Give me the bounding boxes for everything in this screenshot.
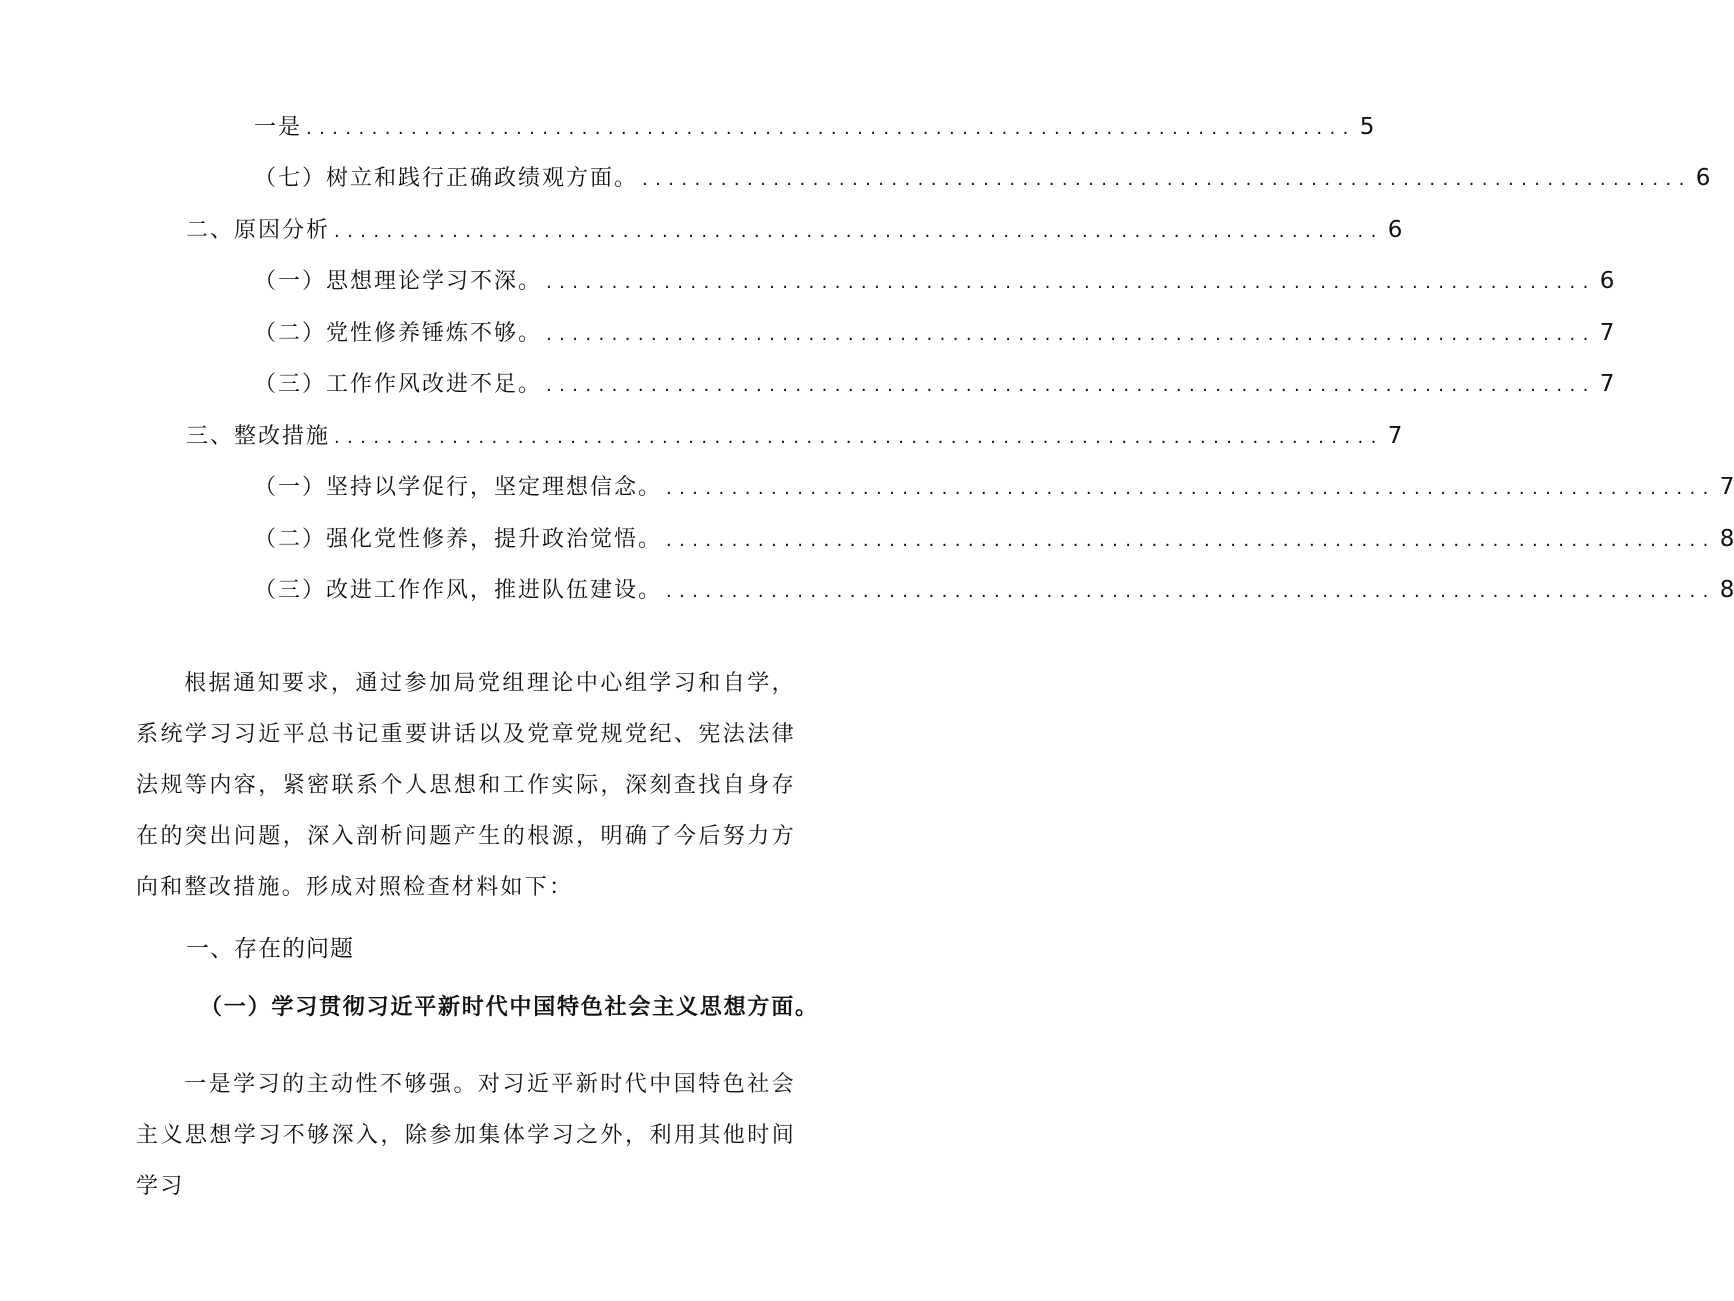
intro-paragraph [136,658,796,913]
toc-leader-dots: ................................................................................ [666,478,1716,499]
section-heading: 一、存在的问题 [186,936,354,962]
toc-leader-dots: ................................................................................ [334,427,1384,448]
toc-leader-dots: ................................................................................ [666,530,1716,551]
toc-page-number: 8 [1719,526,1734,552]
toc-entry[interactable] [254,107,1375,147]
toc-leader-dots: ................................................................................ [546,272,1596,293]
body-paragraph [136,1059,796,1212]
toc-leader-dots: ................................................................................ [546,324,1596,345]
toc-entry[interactable] [186,416,1403,456]
toc-leader-dots: ................................................................................ [666,581,1716,602]
toc-page-number: 7 [1599,320,1615,346]
toc-entry-title: 三、整改措施 [186,424,331,449]
toc-page-number: 6 [1387,217,1403,243]
toc-entry-title: 一是 [254,115,303,140]
toc-entry-title: （二）党性修养锤炼不够。 [254,321,543,346]
toc-leader-dots: ................................................................................ [334,221,1384,242]
toc-entry-title: （七）树立和践行正确政绩观方面。 [254,166,639,191]
subsection-heading: （一）学习贯彻习近平新时代中国特色社会主义思想方面。 [200,995,819,1020]
toc-entry[interactable] [254,467,1734,507]
toc-page-number: 7 [1387,423,1403,449]
toc-entry-title: （一）思想理论学习不深。 [254,269,543,294]
toc-entry[interactable] [186,210,1403,250]
toc-page-number: 8 [1719,577,1734,603]
toc-entry[interactable] [254,158,1711,198]
toc-entry-title: （一）坚持以学促行，坚定理想信念。 [254,475,663,500]
toc-entry-title: 二、原因分析 [186,218,331,243]
toc-entry-title: （二）强化党性修养，提升政治觉悟。 [254,527,663,552]
toc-entry[interactable] [254,261,1615,301]
toc-leader-dots: ................................................................................ [306,118,1356,139]
toc-leader-dots: ................................................................................ [642,169,1692,190]
toc-page-number: 7 [1599,371,1615,397]
toc-entry[interactable] [254,519,1734,559]
toc-page-number: 6 [1695,165,1711,191]
toc-page-number: 7 [1719,474,1734,500]
toc-leader-dots: ................................................................................ [546,375,1596,396]
body-paragraph-text: 一是学习的主动性不够强。对习近平新时代中国特色社会主义思想学习不够深入，除参加集体学习之外，利用其他时间学习 [136,1072,796,1199]
toc-page-number: 6 [1599,268,1615,294]
toc-page-number: 5 [1359,114,1375,140]
intro-paragraph-text: 根据通知要求，通过参加局党组理论中心组学习和自学，系统学习习近平总书记重要讲话以及党章党规党纪、宪法法律法规等内容，紧密联系个人思想和工作实际，深刻查找自身存在的突出问题，深入剖析问题产生的根源，明确了今后努力方向和整改措施。形成对照检查材料如下： [136,671,796,900]
toc-entry[interactable] [254,313,1615,353]
toc-entry-title: （三）改进工作作风，推进队伍建设。 [254,578,663,603]
toc-entry-title: （三）工作作风改进不足。 [254,372,543,397]
toc-entry[interactable] [254,570,1734,610]
toc-entry[interactable] [254,364,1615,404]
